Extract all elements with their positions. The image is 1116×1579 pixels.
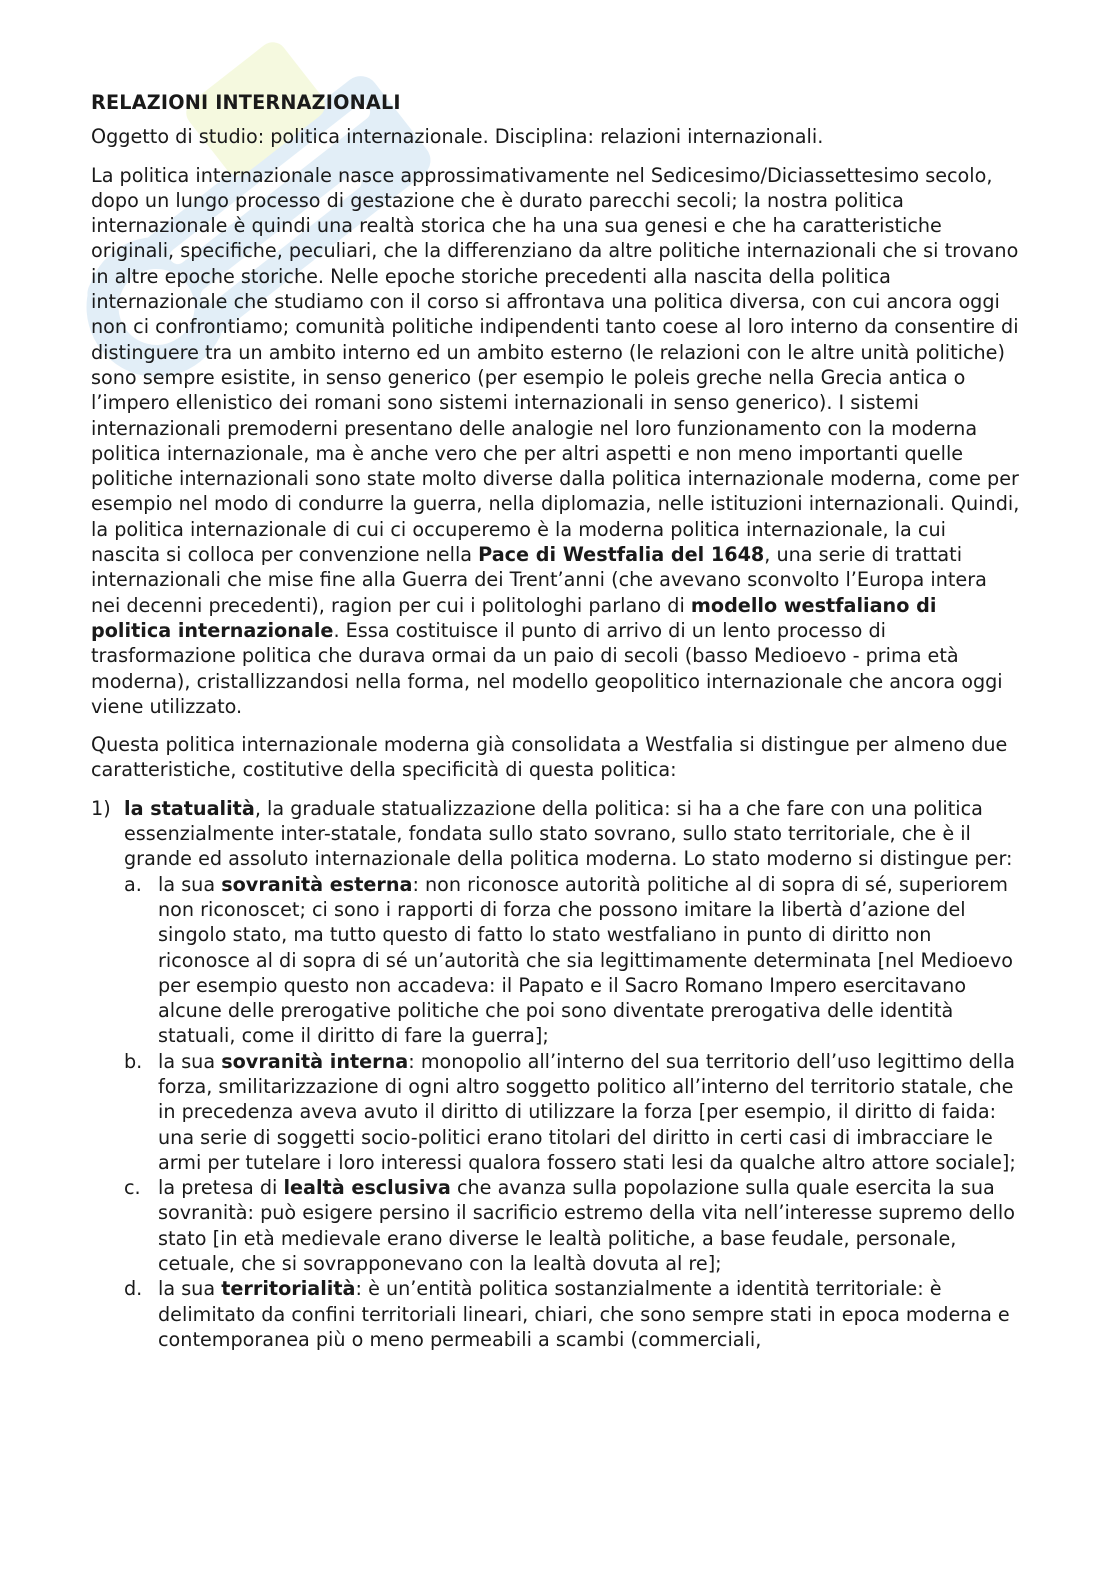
- document-page: [91, 90, 1021, 1352]
- statualita-bold: la statualità: [124, 796, 255, 820]
- lealta-esclusiva-bold: lealtà esclusiva: [283, 1176, 451, 1200]
- item-prefix: la sua: [158, 1049, 222, 1073]
- list-item-lealta-esclusiva: [124, 1175, 1021, 1276]
- characteristics-paragraph: Questa politica internazionale moderna già consolidata a Westfalia si distingue per almeno due caratteristiche, costitutive della specificità di questa politica:: [91, 733, 1008, 782]
- westfalia-peace-bold: Pace di Westfalia del 1648: [478, 543, 765, 567]
- history-text-part3: . Essa costituisce il punto di arrivo di un lento processo di trasformazione politica che durava ormai da un paio di secoli (basso Medioevo - prima età moderna), cristallizzandosi nella forma, nel modello geopolitico internazionale che ancora oggi viene utilizzato.: [91, 618, 1003, 718]
- intro-paragraph: Oggetto di studio: politica internazionale. Disciplina: relazioni internazionali.: [91, 125, 824, 149]
- list-marker: a.: [124, 872, 142, 896]
- list-marker: b.: [124, 1049, 143, 1073]
- history-text-part2: , una serie di trattati internazionali che mise fine alla Guerra dei Trent’anni (che avevano sconvolto l’Europa intera nei decenni precedenti), ragion per cui i politologhi parlano di: [91, 543, 987, 617]
- list-item-sovranita-esterna: [124, 872, 1021, 1049]
- history-text-part1: La politica internazionale nasce approssimativamente nel Sedicesimo/Diciassettesimo secolo, dopo un lungo processo di gestazione che è durato parecchi secoli; la nostra politica internazionale è quindi una realtà storica che ha una sua genesi e che ha caratteristiche originali, specifiche, peculiari, che la differenziano da altre politiche internazionali che si trovano in altre epoche storiche. Nelle epoche storiche precedenti alla nascita della politica internazionale che studiamo con il corso si affrontava una politica diversa, con cui ancora oggi non ci confrontiamo; comunità politiche indipendenti tanto coese al loro interno da consentire di distinguere tra un ambito interno ed un ambito esterno (le relazioni con le altre unità politiche) sono sempre esistite, in senso generico (per esempio le poleis greche nella Grecia antica o l’impero ellenistico dei romani sono sistemi internazionali in senso generico). I sistemi internazionali premoderni presentano delle analogie nel loro funzionamento con la moderna politica internazionale, ma è anche vero che per altri aspetti e non meno importanti quelle politiche internazionali sono state molto diverse dalla politica internazionale moderna, come per esempio nel modo di condurre la guerra, nella diplomazia, nelle istituzioni internazionali. Quindi, la politica internazionale di cui ci occuperemo è la moderna politica internazionale, la cui nascita si colloca per convenzione nella: [91, 163, 1020, 567]
- list-marker: 1): [91, 796, 111, 820]
- document-title: RELAZIONI INTERNAZIONALI: [91, 91, 401, 114]
- list-marker: c.: [124, 1176, 141, 1200]
- item-prefix: la sua: [158, 872, 222, 896]
- history-paragraph: [91, 163, 1021, 720]
- list-item-sovranita-interna: [124, 1049, 1021, 1175]
- territorialita-bold: territorialità: [221, 1277, 356, 1301]
- item-prefix: la pretesa di: [158, 1176, 284, 1200]
- sovranita-interna-text: : monopolio all’interno del sua territorio dell’uso legittimo della forza, smilitarizzazione di ogni altro soggetto politico all’interno del territorio statale, che in precedenza aveva avuto il diritto di utilizzare la forza [per esempio, il diritto di faida: una serie di soggetti socio-politici erano titolari del diritto in certi casi di imbracciare le armi per tutelare i loro interessi qualora fossero stati lesi da qualche altro attore sociale];: [158, 1049, 1016, 1174]
- sovranita-esterna-bold: sovranità esterna: [221, 872, 413, 896]
- list-item-territorialita: [124, 1276, 1021, 1352]
- statualita-text: , la graduale statualizzazione della politica: si ha a che fare con una politica essenzialmente inter-statale, fondata sullo stato sovrano, sullo stato territoriale, che è il grande ed assoluto internazionale della politica moderna. Lo stato moderno si distingue per:: [124, 796, 1013, 871]
- territorialita-text: : è un’entità politica sostanzialmente a identità territoriale: è delimitato da confini territoriali lineari, chiari, che sono sempre stati in epoca moderna e contemporanea più o meno permeabili a scambi (commerciali,: [158, 1277, 1010, 1351]
- item-prefix: la sua: [158, 1277, 222, 1301]
- sovranita-interna-bold: sovranità interna: [221, 1049, 409, 1073]
- sovranita-esterna-text: : non riconosce autorità politiche al di sopra di sé, superiorem non riconoscet; ci sono i rapporti di forza che possono imitare la libertà d’azione del singolo stato, ma tutto questo di fatto lo stato westfaliano in punto di diritto non riconosce al di sopra di sé un’autorità che sia legittimamente determinata [nel Medioevo per esempio questo non accadeva: il Papato e il Sacro Romano Impero esercitavano alcune delle prerogative politiche che poi sono diventate prerogativa delle identità statuali, come il diritto di fare la guerra];: [158, 872, 1013, 1048]
- state-features-list: [124, 872, 1021, 1353]
- list-marker: d.: [124, 1277, 143, 1301]
- characteristics-list: [91, 796, 1021, 1353]
- lealta-esclusiva-text: che avanza sulla popolazione sulla quale esercita la sua sovranità: può esigere persino il sacrificio estremo della vita nell’interesse supremo dello stato [in età medievale erano diverse le lealtà politiche, a base feudale, personale, cetuale, che si sovrapponevano con la lealtà dovuta al re];: [158, 1176, 1015, 1276]
- list-item-statualita: [91, 796, 1021, 1353]
- westfalian-model-bold: modello westfaliano di politica internazionale: [91, 593, 937, 642]
